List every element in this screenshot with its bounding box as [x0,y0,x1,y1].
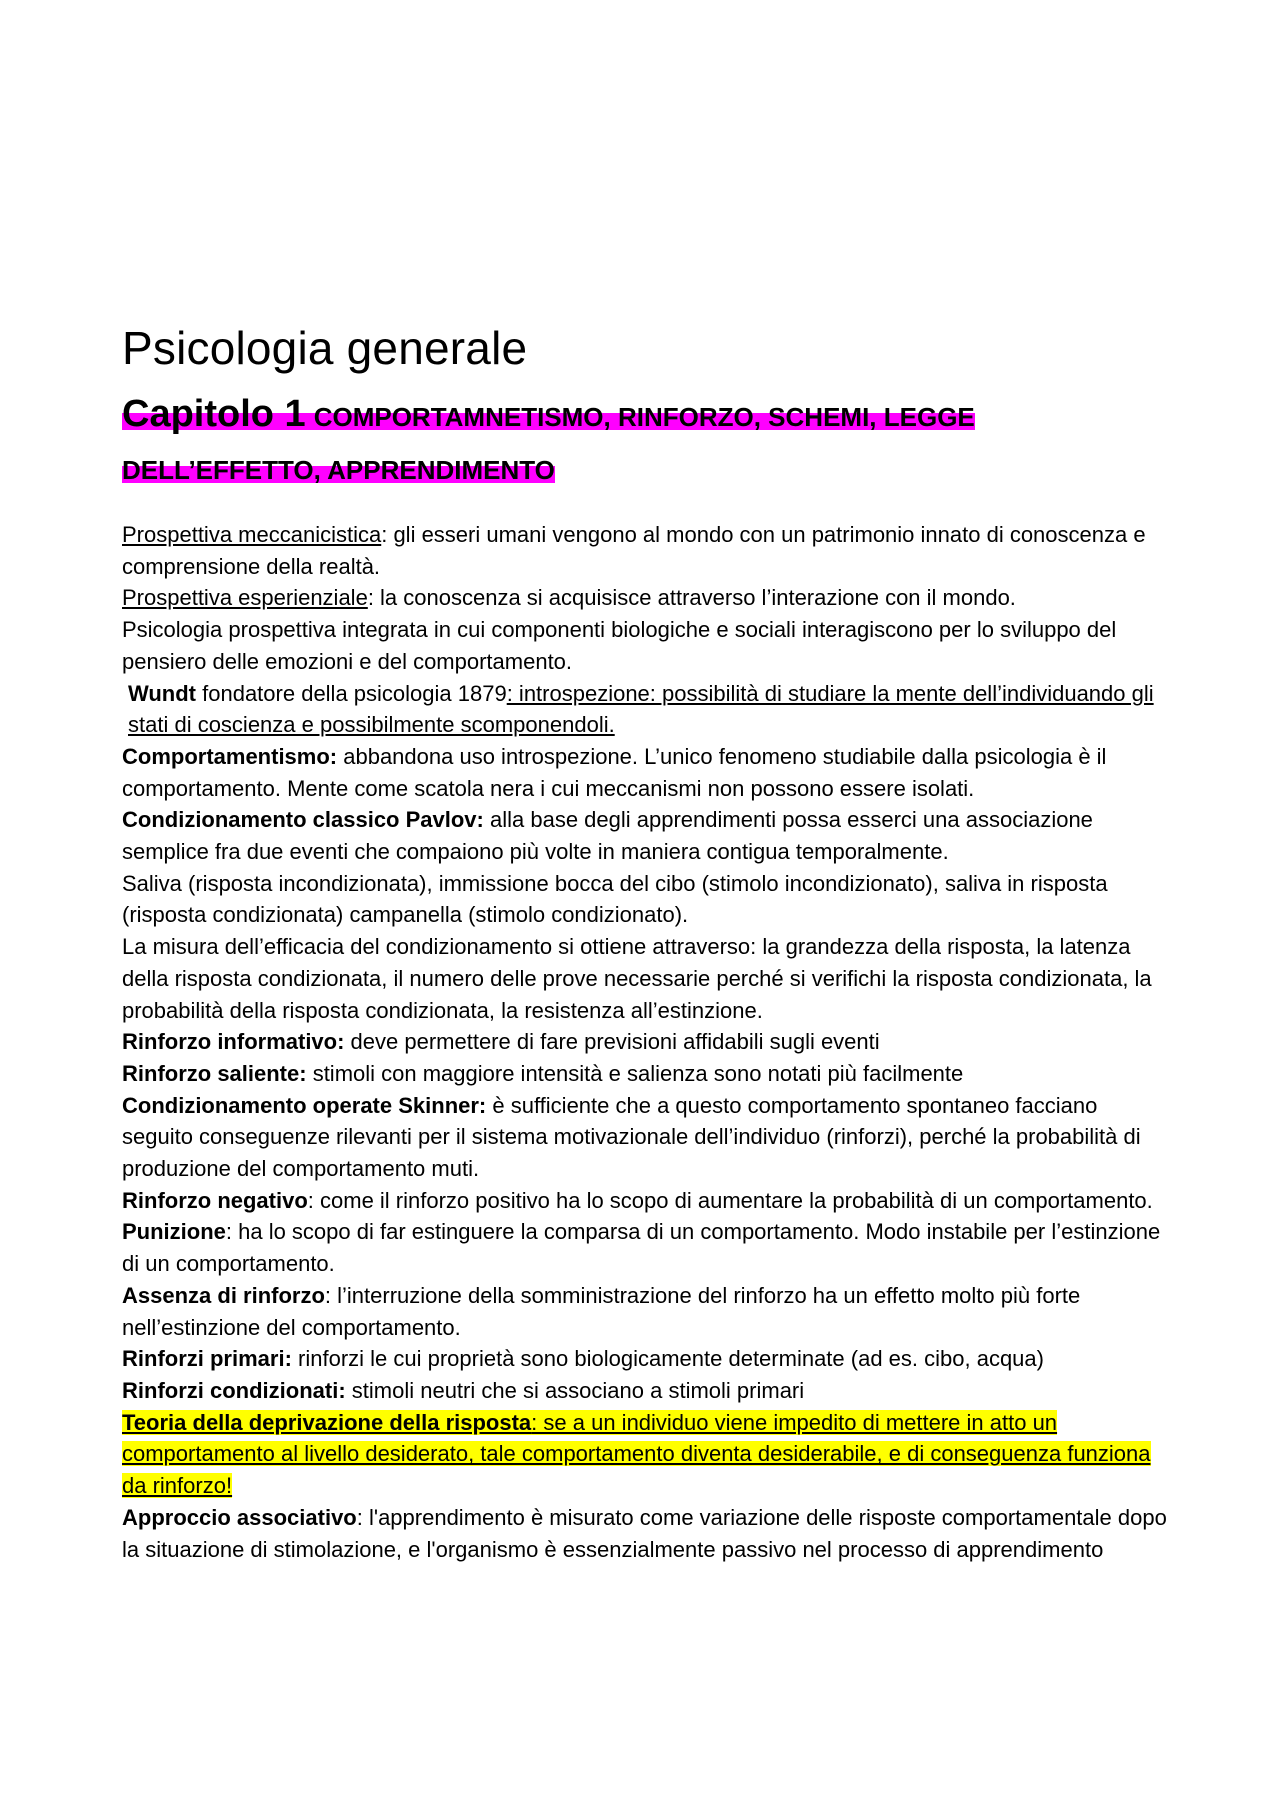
paragraph-pavlov [122,804,1172,867]
document-body [122,519,1172,1565]
text-rinforzi-primari: rinforzi le cui proprietà sono biologicamente determinate (ad es. cibo, acqua) [291,1346,1044,1372]
term-rinforzi-condizionati: Rinforzi condizionati: [122,1377,346,1403]
text-prospettiva-meccanicistica: : gli esseri umani vengono al mondo con un patrimonio innato di conoscenza e comprensione della realtà. [122,522,1146,579]
term-rinforzo-saliente: Rinforzo saliente: [122,1060,307,1086]
paragraph-salient-reinforcement [122,1058,1172,1090]
paragraph-behaviorism [122,741,1172,804]
chapter-heading [122,390,1172,499]
chapter-number: Capitolo 1 [122,393,306,435]
text-rinforzo-negativo: : come il rinforzo positivo ha lo scopo di aumentare la probabilità di un comportamento. [307,1187,1153,1213]
term-assenza-di-rinforzo: Assenza di rinforzo [122,1282,325,1308]
text-skinner: è sufficiente che a questo comportamento spontaneo facciano seguito conseguenze rilevanti per il sistema motivazionale dell’individuo (rinforzi), perché la probabilità di produzione del comportamento muti. [122,1092,1141,1182]
text-rinforzi-condizionati: stimoli neutri che si associano a stimoli primari [345,1377,805,1403]
term-prospettiva-meccanicistica: Prospettiva meccanicistica [122,522,382,547]
paragraph-conditioned-reinforcers [122,1375,1172,1407]
chapter-subtitle: COMPORTAMNETISMO, RINFORZO, SCHEMI, LEGGE DELL’EFFETTO, APPRENDIMENTO [122,402,975,485]
paragraph-wundt [122,678,1172,741]
text-approccio-associativo: : l'apprendimento è misurato come variazione delle risposte comportamentale dopo la situazione di stimolazione, e l'organismo è essenzialmente passivo nel processo di apprendimento [122,1504,1167,1562]
term-pavlov: Condizionamento classico Pavlov: [122,807,484,833]
text-pavlov: alla base degli apprendimenti possa esserci una associazione semplice fra due eventi che compaiono più volte in maniera contigua temporalmente. [122,807,1093,865]
term-rinforzo-informativo: Rinforzo informativo: [122,1029,345,1055]
paragraph-primary-reinforcers [122,1343,1172,1375]
text-rinforzo-saliente: stimoli con maggiore intensità e salienza sono notati più facilmente [306,1060,964,1086]
document-title: Psicologia generale [122,322,528,374]
text-deprivazione-risposta: : se a un individuo viene impedito di mettere in atto un comportamento al livello desiderato, tale comportamento diventa desiderabile, e di conseguenza funziona da rinforzo! [122,1409,1151,1499]
paragraph-skinner [122,1090,1172,1185]
document-page [122,318,1172,1565]
paragraph-saliva: Saliva (risposta incondizionata), immissione bocca del cibo (stimolo incondizionato), saliva in risposta (risposta condizionata) campanella (stimolo condizionato). [122,870,1108,928]
text-wundt: fondatore della psicologia 1879 [196,680,507,706]
chapter-heading-highlight [122,393,975,485]
paragraph-mechanistic [122,519,1172,582]
term-skinner: Condizionamento operate Skinner: [122,1092,487,1118]
paragraph-efficacy: La misura dell’efficacia del condizionamento si ottiene attraverso: la grandezza della risposta, la latenza della risposta condizionata, il numero delle prove necessarie perché si verifichi la risposta condizionata, la probabilità della risposta condizionata, la resistenza all’estinzione. [122,934,1152,1023]
paragraph-informative-reinforcement [122,1026,1172,1058]
paragraph-negative-reinforcement [122,1185,1172,1217]
text-prospettiva-esperienziale: : la conoscenza si acquisisce attraverso l’interazione con il mondo. [367,585,1016,611]
text-punizione: : ha lo scopo di far estinguere la comparsa di un comportamento. Modo instabile per l’estinzione di un comportamento. [122,1219,1161,1277]
term-approccio-associativo: Approccio associativo [122,1504,357,1530]
response-deprivation-highlight [122,1410,1151,1498]
paragraph-experiential [122,582,1172,614]
text-assenza-di-rinforzo: : l’interruzione della somministrazione del rinforzo ha un effetto molto più forte nell’estinzione del comportamento. [122,1282,1081,1340]
term-wundt: Wundt [128,680,197,706]
text-comportamentismo: abbandona uso introspezione. L’unico fenomeno studiabile dalla psicologia è il comportamento. Mente come scatola nera i cui meccanismi non possono essere isolati. [122,743,1107,801]
term-deprivazione-risposta: Teoria della deprivazione della risposta [122,1409,532,1435]
term-prospettiva-esperienziale: Prospettiva esperienziale [122,585,368,611]
term-punizione: Punizione [122,1219,226,1245]
text-rinforzo-informativo: deve permettere di fare previsioni affidabili sugli eventi [344,1029,880,1055]
paragraph-no-reinforcement [122,1280,1172,1343]
term-rinforzi-primari: Rinforzi primari: [122,1346,292,1372]
paragraph-associative-approach [122,1502,1172,1565]
paragraph-punishment [122,1216,1172,1279]
text-wundt-introspection: : introspezione: possibilità di studiare la mente dell’individuando gli stati di coscienza e possibilmente scomponendoli. [128,680,1154,738]
term-comportamentismo: Comportamentismo: [122,743,338,769]
paragraph-response-deprivation [122,1407,1172,1502]
paragraph-integrated: Psicologia prospettiva integrata in cui componenti biologiche e sociali interagiscono per lo sviluppo del pensiero delle emozioni e del comportamento. [122,617,1117,674]
term-rinforzo-negativo: Rinforzo negativo [122,1187,308,1213]
